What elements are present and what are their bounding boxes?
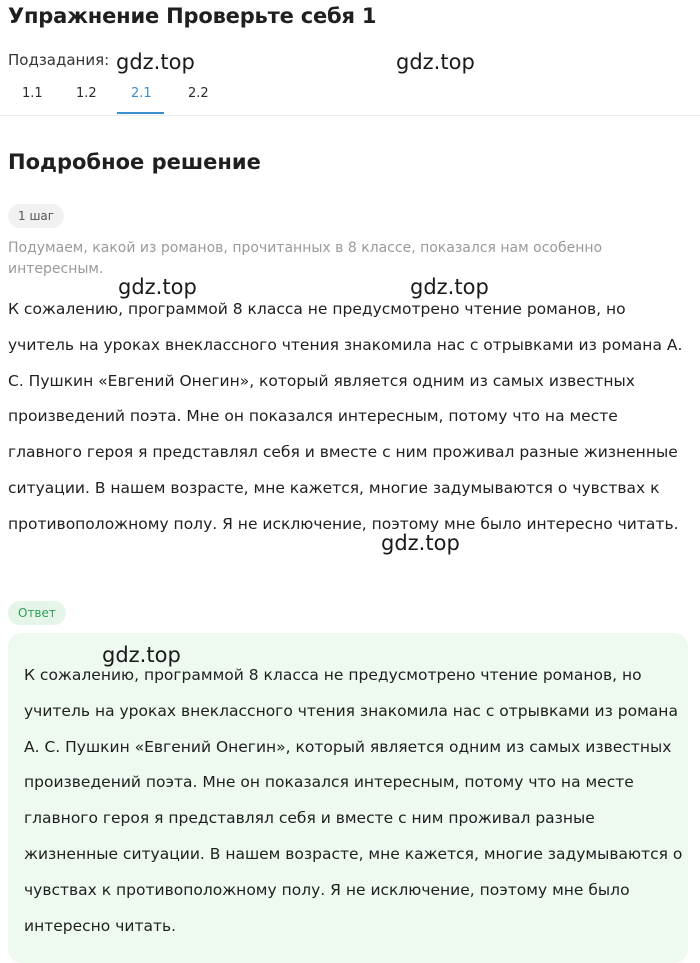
watermark: gdz.top	[381, 531, 460, 555]
tab-1-2[interactable]: 1.2	[76, 86, 97, 101]
active-tab-indicator	[117, 112, 164, 114]
step-hint: Подумаем, какой из романов, прочитанных в 8 классе, показался нам особенно интересным.	[8, 240, 603, 277]
page-title: Упражнение Проверьте себя 1	[8, 4, 377, 28]
watermark: gdz.top	[410, 275, 489, 299]
step-badge: 1 шаг	[8, 204, 64, 228]
answer-badge: Ответ	[8, 601, 66, 625]
answer-text: К сожалению, программой 8 класса не предусмотрено чтение романов, но учитель на уроках внеклассного чтения знакомила нас с отрывками из романа А. С. Пушкин «Евгений Онегин», который является одним из самых известных произведений поэта. Мне он показался интересным, потому что на месте главного героя я представлял себя и вместе с ним проживал разные жизненные ситуации. В нашем возрасте, мне кажется, многие задумываются о чувствах к противоположному полу. Я не исключение, поэтому мне было интересно читать.	[24, 666, 683, 935]
tab-1-1[interactable]: 1.1	[22, 86, 43, 101]
tab-2-1[interactable]: 2.1	[131, 86, 152, 101]
watermark: gdz.top	[116, 50, 195, 74]
watermark: gdz.top	[102, 643, 181, 667]
solution-text: К сожалению, программой 8 класса не предусмотрено чтение романов, но учитель на уроках внеклассного чтения знакомила нас с отрывками из романа А. С. Пушкин «Евгений Онегин», который является одним из самых известных произведений поэта. Мне он показался интересным, потому что на месте главного героя я представлял себя и вместе с ним проживал разные жизненные ситуации. В нашем возрасте, мне кажется, многие задумываются о чувствах к противоположному полу. Я не исключение, поэтому мне было интересно читать.	[8, 300, 683, 533]
watermark: gdz.top	[396, 50, 475, 74]
tab-2-2[interactable]: 2.2	[188, 86, 209, 101]
subtask-tabs	[0, 80, 700, 116]
watermark: gdz.top	[118, 275, 197, 299]
subtasks-label: Подзадания:	[8, 51, 110, 69]
solution-title: Подробное решение	[8, 150, 261, 174]
